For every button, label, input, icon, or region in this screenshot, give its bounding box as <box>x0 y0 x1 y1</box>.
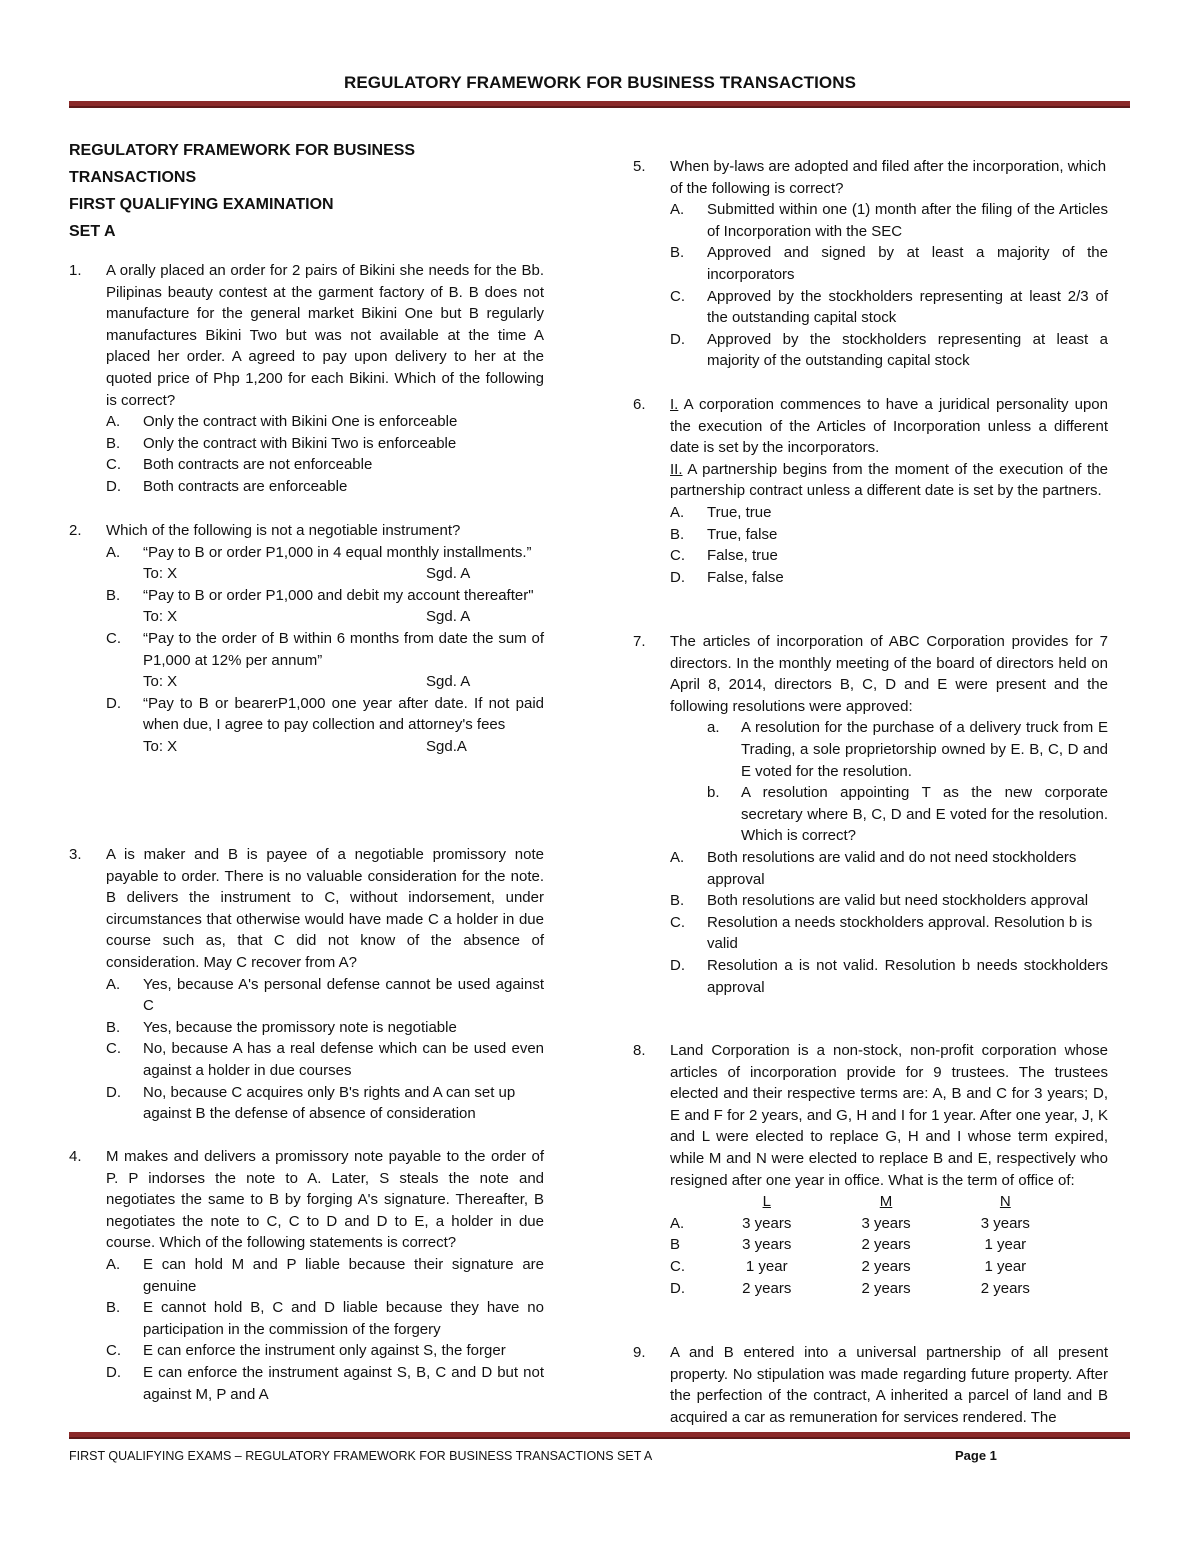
question-number: 5. <box>633 158 646 175</box>
option: B. “Pay to B or order P1,000 and debit my account thereafter" To: X Sgd. A <box>106 586 534 626</box>
sub-item: a. A resolution for the purchase of a delivery truck from E Trading, a sole proprietorship owned by E. B, C, D and E voted for the resolution. <box>707 719 1108 780</box>
option: B. True, false <box>670 525 778 543</box>
page-number: Page 1 <box>955 1448 997 1463</box>
option: C. “Pay to the order of B within 6 months from date the sum of P1,000 at 12% per annum” To: X Sgd. A <box>106 629 544 691</box>
option: A. Yes, because A's personal defense cannot be used against C <box>106 975 544 1015</box>
page-header-title: REGULATORY FRAMEWORK FOR BUSINESS TRANSACTIONS <box>343 73 857 92</box>
question-text: The articles of incorporation of ABC Corporation provides for 7 directors. In the monthly meeting of the board of directors held on April 8, 2014, directors B, C, D and E were present and the following resolutions were approved: <box>670 633 1108 715</box>
question-text: A orally placed an order for 2 pairs of Bikini she needs for the Bb. Pilipinas beauty contest at the garment factory of B. B does not manufacture for the general market Bikini One but B regularly manufactures Bikini Two but was not available at the time A placed her order. A agreed to pay upon delivery to her at the quoted price of Php 1,200 for each Bikini. Which of the following is correct? <box>106 262 544 409</box>
option: A. “Pay to B or order P1,000 in 4 equal monthly installments.” To: X Sgd. A <box>106 543 532 583</box>
option: A. Both resolutions are valid and do not need stockholders approval <box>670 848 1077 888</box>
question-number: 2. <box>69 522 82 539</box>
heading-line-1: REGULATORY FRAMEWORK FOR BUSINESS <box>69 142 416 159</box>
option: A. Only the contract with Bikini One is enforceable <box>106 413 458 431</box>
column-header: M <box>879 1193 893 1211</box>
option: D. False, false <box>670 568 784 586</box>
option: C. Approved by the stockholders representing at least 2/3 of the outstanding capital stock <box>670 287 1108 327</box>
option: B. E cannot hold B, C and D liable because they have no participation in the commission of the forgery <box>106 1299 544 1338</box>
option: D. No, because C acquires only B's rights and A can set up against B the defense of absence of consideration <box>106 1083 516 1123</box>
question-7 <box>633 631 1108 998</box>
question-text: Land Corporation is a non-stock, non-profit corporation whose articles of incorporation provide for 9 trustees. The trustees elected and their respective terms are: A, B and C for 3 years; D, E and F for 2 years, and G, H and I for 1 year. After one year, J, K and L were elected to replace G, H and I whose term expired, while M and N were elected to replace B and E, respectively who resigned after one year in office. What is the term of office of: <box>670 1042 1108 1189</box>
column-header: N <box>999 1193 1011 1211</box>
question-text: A is maker and B is payee of a negotiable promissory note payable to order. There is no valuable consideration for the note. B delivers the instrument to C, without indorsement, under circumstances that otherwise would have made C a holder in due course such as, that C did not know of the absence of consideration. May C recover from A? <box>106 846 544 971</box>
header-divider <box>69 101 1130 108</box>
option: D. E can enforce the instrument against S, B, C and D but not against M, P and A <box>106 1363 544 1403</box>
question-number: 7. <box>633 633 646 650</box>
question-text: When by-laws are adopted and filed after the incorporation, which of the following is correct? <box>670 158 1107 197</box>
option: A. True, true <box>670 503 772 521</box>
option: C. False, true <box>670 547 778 565</box>
option: D. Resolution a is not valid. Resolution b needs stockholders approval <box>670 956 1108 996</box>
question-number: 4. <box>69 1148 82 1165</box>
option: A. Submitted within one (1) month after the filing of the Articles of Incorporation with the SEC <box>670 201 1108 240</box>
statement-i: I. A corporation commences to have a juridical personality upon the execution of the Articles of Incorporation unless a different date is set by the incorporators. <box>670 396 1108 457</box>
heading-line-3: FIRST QUALIFYING EXAMINATION <box>69 196 334 213</box>
question-text: A and B entered into a universal partnership of all present property. No stipulation was made regarding future property. After the perfection of the contract, A inherited a parcel of land and B acquired a car as remuneration for services rendered. The <box>670 1344 1108 1426</box>
question-number: 3. <box>69 846 82 863</box>
option: D. “Pay to B or bearerP1,000 one year after date. If not paid when due, I agree to pay collection and attorney's fees To: X Sgd.A <box>106 694 544 755</box>
table-row: B 3 years 2 years 1 year <box>670 1236 1027 1254</box>
option: C. Both contracts are not enforceable <box>106 456 373 474</box>
footer-text: FIRST QUALIFYING EXAMS – REGULATORY FRAMEWORK FOR BUSINESS TRANSACTIONS SET A <box>69 1449 653 1463</box>
table-row: C. 1 year 2 years 1 year <box>670 1257 1027 1275</box>
document-heading <box>69 137 544 245</box>
option: D. Approved by the stockholders representing at least a majority of the outstanding capital stock <box>670 330 1108 370</box>
question-1 <box>69 260 544 498</box>
option: B. Yes, because the promissory note is negotiable <box>106 1018 457 1036</box>
table-header-row <box>670 1191 1065 1213</box>
option: D. Both contracts are enforceable <box>106 477 348 495</box>
question-4 <box>69 1146 544 1405</box>
option: C. Resolution a needs stockholders approval. Resolution b is valid <box>670 913 1093 953</box>
question-text: Which of the following is not a negotiable instrument? <box>106 522 461 539</box>
question-6 <box>633 394 1108 588</box>
option: C. No, because A has a real defense which can be used even against a holder in due courses <box>106 1040 544 1079</box>
question-number: 9. <box>633 1344 646 1361</box>
option: B. Approved and signed by at least a majority of the incorporators <box>670 244 1108 283</box>
question-number: 1. <box>69 262 82 279</box>
term-table <box>670 1191 1065 1299</box>
heading-line-4: SET A <box>69 223 116 240</box>
question-number: 8. <box>633 1042 646 1059</box>
question-text: M makes and delivers a promissory note payable to the order of P. P indorses the note to A. Later, S steals the note and negotiates the same to B by forging A's signature. Thereafter, B negotiates the note to C, C to D and D to E, a holder in due course. Which of the following statements is correct? <box>106 1148 544 1252</box>
question-8 <box>633 1040 1108 1299</box>
question-number: 6. <box>633 396 646 413</box>
option: A. E can hold M and P liable because their signature are genuine <box>106 1255 544 1295</box>
statement-ii: II. A partnership begins from the moment of the execution of the partnership contract unless a different date is set by the partners. <box>670 460 1108 500</box>
table-row: A. 3 years 3 years 3 years <box>670 1214 1030 1232</box>
option: B. Only the contract with Bikini Two is enforceable <box>106 434 457 452</box>
heading-line-2: TRANSACTIONS <box>69 169 197 186</box>
question-3 <box>69 844 544 1125</box>
sub-item: b. A resolution appointing T as the new corporate secretary where B, C, D and E voted for the resolution. Which is correct? <box>707 784 1108 845</box>
question-9 <box>633 1342 1108 1428</box>
question-5 <box>633 156 1108 372</box>
question-2 <box>69 520 544 758</box>
option: C. E can enforce the instrument only against S, the forger <box>106 1342 506 1360</box>
option: B. Both resolutions are valid but need stockholders approval <box>670 892 1089 910</box>
column-header: L <box>762 1193 771 1211</box>
table-row: D. 2 years 2 years 2 years <box>670 1279 1030 1297</box>
footer-divider <box>69 1432 1130 1439</box>
